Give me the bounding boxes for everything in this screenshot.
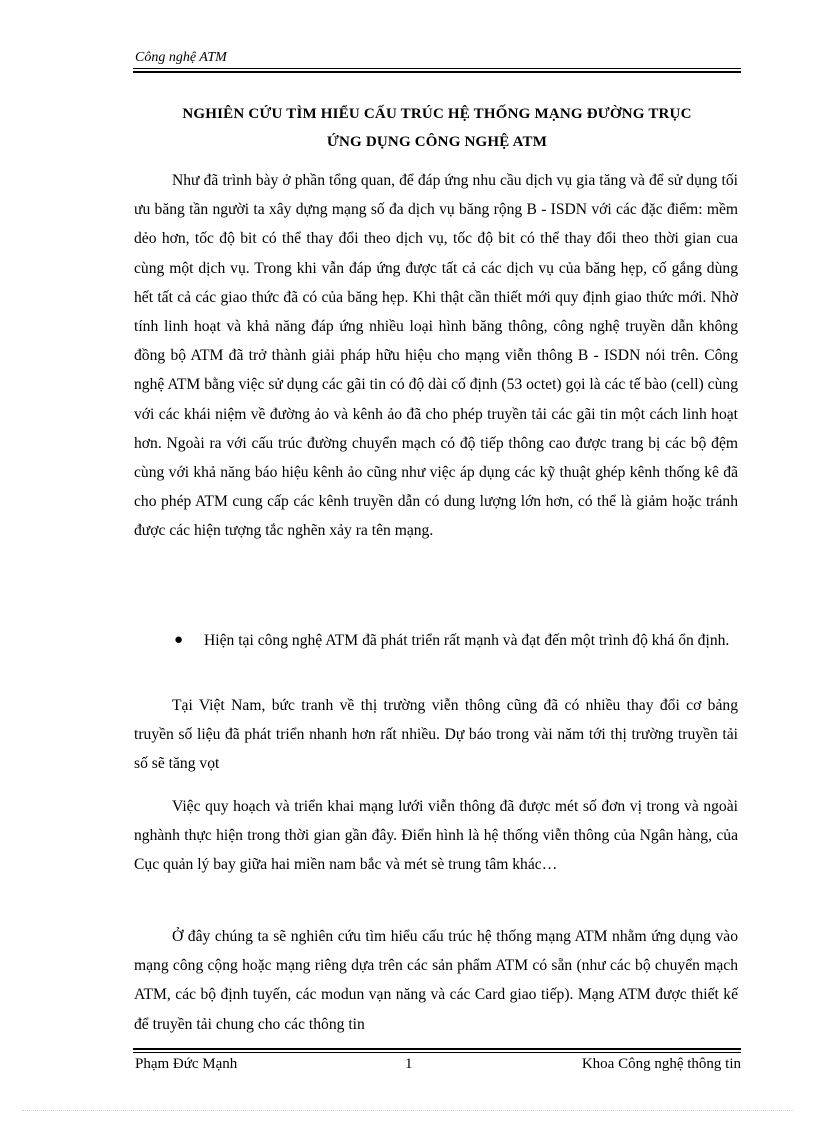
body-paragraph-3-block: [134, 792, 738, 880]
title-line-2: ỨNG DỤNG CÔNG NGHỆ ATM: [326, 134, 548, 150]
page-edge-divider: [22, 1110, 794, 1111]
footer-page-number: 1: [405, 1056, 413, 1072]
footer-department: Khoa Công nghệ thông tin: [581, 1056, 741, 1072]
title-line-1: NGHIÊN CỨU TÌM HIỂU CẤU TRÚC HỆ THỐNG MẠNG ĐƯỜNG TRỤC: [182, 106, 692, 122]
body-paragraph-1: Như đã trình bày ở phần tổng quan, để đáp ứng nhu cầu dịch vụ gia tăng và để sử dụng tối ưu băng tần người ta xây dựng mạng số đa dịch vụ băng rộng B - ISDN với các đặc điểm: mềm dẻo hơn, tốc độ bit có thể thay đổi theo dịch vụ, tốc độ bit có thể thay đổi theo thời gian cua cùng một dịch vụ. Trong khi vẫn đáp ứng được tất cả các dịch vụ của băng hẹp, cố gắng dùng hết tất cả các giao thức đã có của băng hẹp. Khi thật cần thiết mới quy định giao thức mới. Nhờ tính linh hoạt và khả năng đáp ứng nhiều loại hình băng thông, công nghệ truyền dẫn không đồng bộ ATM đã trở thành giải pháp hữu hiệu cho mạng viễn thông B - ISDN nói trên. Công nghệ ATM bằng việc sử dụng các gãi tin có độ dài cố định (53 octet) gọi là các tế bào (cell) cùng với các khái niệm về đường ảo và kênh ảo đã cho phép truyền tải các gãi tin một cách linh hoạt hơn. Ngoài ra với cấu trúc đường chuyển mạch có độ tiếp thông cao được trang bị các bộ đệm cùng với khả năng báo hiệu kênh ảo cũng như việc áp dụng các kỹ thuật ghép kênh thống kê đã cho phép ATM cung cấp các kênh truyền dẫn có dung lượng lớn hơn, có thể là giảm hoặc tránh được các hiện tượng tắc nghẽn xảy ra tên mạng.: [134, 172, 738, 540]
body-paragraph-1-block: [134, 166, 738, 546]
body-paragraph-2: Tại Việt Nam, bức tranh về thị trường viễn thông cũng đã có nhiều thay đổi cơ bảng truyền số liệu đã phát triển nhanh hơn rất nhiều. Dự báo trong vài năm tới thị trường truyền tải số sẽ tăng vọt: [134, 697, 738, 773]
footer-author: Phạm Đức Mạnh: [135, 1056, 238, 1072]
footer-rule-thin: [133, 1052, 741, 1053]
document-title: [133, 100, 741, 156]
body-paragraph-4-block: [134, 922, 738, 1039]
bullet-text: Hiện tại công nghệ ATM đã phát triển rất mạnh và đạt đến một trình độ khá ổn định.: [204, 632, 730, 649]
running-header: Công nghệ ATM: [135, 50, 227, 65]
footer-rule-thick: [133, 1048, 741, 1050]
body-paragraph-3: Việc quy hoạch và triển khai mạng lưới viễn thông đã được mét số đơn vị trong và ngoài nghành thực hiện trong thời gian gần đây. Điển hình là hệ thống viễn thông của Ngân hàng, của Cục quản lý bay giữa hai miền nam bắc và mét sè trung tâm khác…: [134, 798, 738, 874]
bullet-icon: ●: [174, 632, 184, 648]
header-rule-thick: [133, 71, 741, 73]
body-paragraph-2-block: [134, 691, 738, 779]
header-rule-thin: [133, 68, 741, 69]
body-paragraph-4: Ở đây chúng ta sẽ nghiên cứu tìm hiểu cấu trúc hệ thống mạng ATM nhằm ứng dụng vào mạng công cộng hoặc mạng riêng dựa trên các sản phẩm ATM có sẵn (như các bộ chuyển mạch ATM, các bộ định tuyến, các modun vạn năng và các Card giao tiếp). Mạng ATM được thiết kế để truyền tải chung cho các thông tin: [134, 928, 738, 1033]
